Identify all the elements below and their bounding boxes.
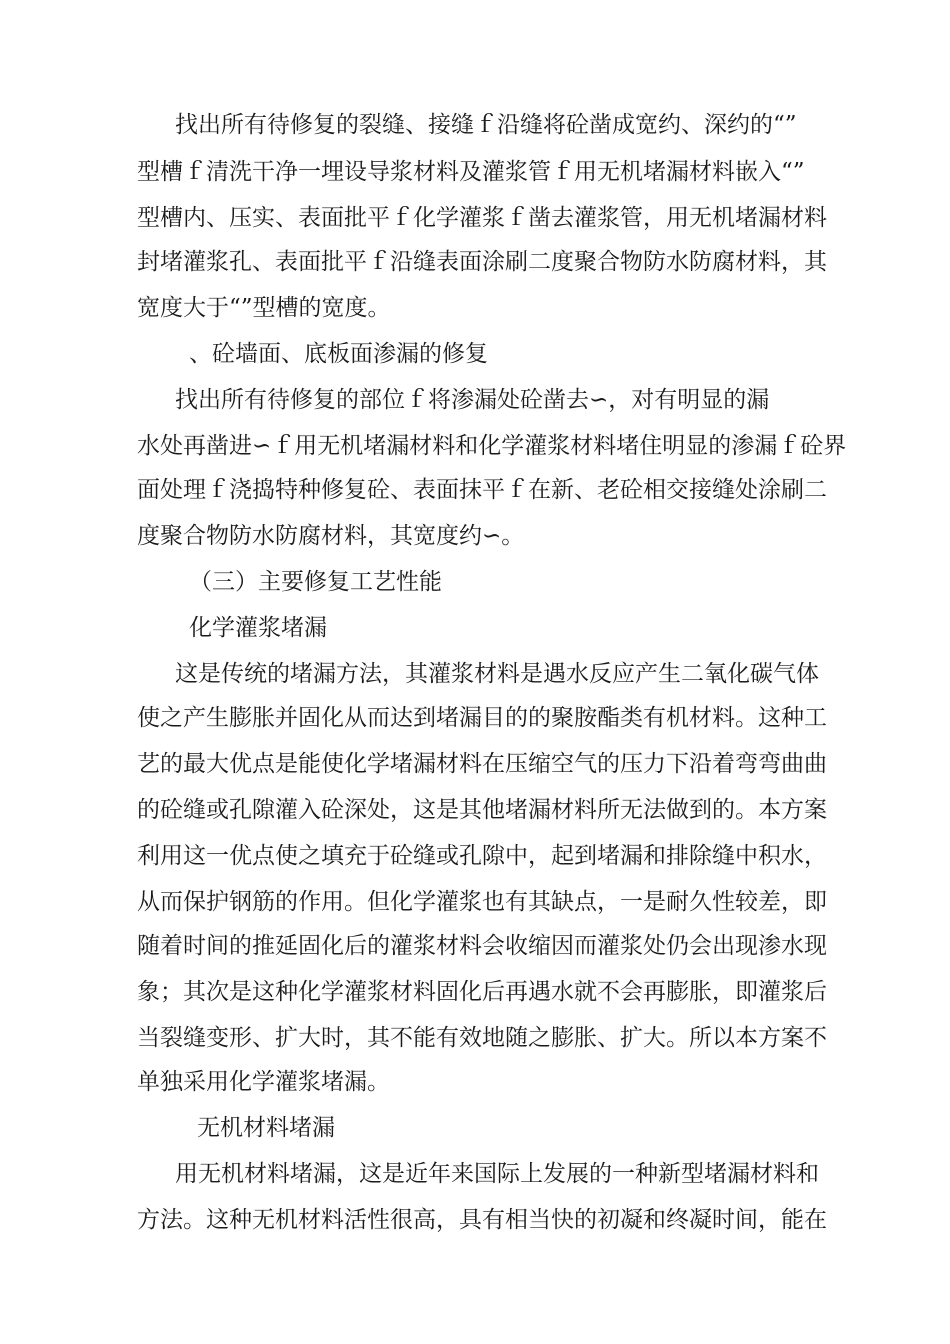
paragraph-1-line-2: 型槽ｆ清洗干净一埋设导浆材料及灌浆管ｆ用无机堵漏材料嵌入“”	[137, 159, 805, 185]
paragraph-1-line-5: 宽度大于“”型槽的宽度。	[137, 295, 391, 321]
paragraph-2-line-1: 找出所有待修复的部位ｆ将渗漏处砼凿去∽，对有明显的漏	[175, 387, 770, 413]
paragraph-3-line-4: 的砼缝或孔隙灌入砼深处，这是其他堵漏材料所无法做到的。本方案	[137, 797, 827, 823]
paragraph-2-line-3: 面处理ｆ浇捣特种修复砼、表面抹平ｆ在新、老砼相交接缝处涂刷二	[137, 477, 827, 503]
paragraph-3-line-7: 随着时间的推延固化后的灌浆材料会收缩因而灌浆处仍会出现渗水现	[137, 933, 827, 959]
subheading-chemical-grouting: 化学灌浆堵漏	[189, 615, 327, 641]
paragraph-3-line-8: 象；其次是这种化学灌浆材料固化后再遇水就不会再膨胀，即灌浆后	[137, 979, 827, 1005]
section-heading-repair-performance: （三）主要修复工艺性能	[189, 569, 442, 595]
paragraph-3-line-3: 艺的最大优点是能使化学堵漏材料在压缩空气的压力下沿着弯弯曲曲	[137, 751, 827, 777]
paragraph-2-line-2: 水处再凿进∽ｆ用无机堵漏材料和化学灌浆材料堵住明显的渗漏ｆ砼界	[137, 433, 847, 459]
paragraph-1-line-4: 封堵灌浆孔、表面批平ｆ沿缝表面涂刷二度聚合物防水防腐材料，其	[137, 249, 827, 275]
paragraph-4-line-1: 用无机材料堵漏，这是近年来国际上发展的一种新型堵漏材料和	[175, 1161, 819, 1187]
paragraph-1-line-3: 型槽内、压实、表面批平ｆ化学灌浆ｆ凿去灌浆管，用无机堵漏材料	[137, 205, 827, 231]
paragraph-3-line-5: 利用这一优点使之填充于砼缝或孔隙中，起到堵漏和排除缝中积水，	[137, 843, 827, 869]
paragraph-3-line-2: 使之产生膨胀并固化从而达到堵漏目的的聚胺酯类有机材料。这种工	[137, 705, 827, 731]
paragraph-1-line-1: 找出所有待修复的裂缝、接缝ｆ沿缝将砼凿成宽约、深约的“”	[175, 112, 797, 138]
paragraph-3-line-10: 单独采用化学灌浆堵漏。	[137, 1069, 390, 1095]
paragraph-2-line-4: 度聚合物防水防腐材料，其宽度约∽。	[137, 523, 525, 549]
section-heading-wall-floor-leak: 、砼墙面、底板面渗漏的修复	[189, 341, 488, 367]
paragraph-3-line-6: 从而保护钢筋的作用。但化学灌浆也有其缺点，一是耐久性较差，即	[137, 889, 827, 915]
paragraph-3-line-9: 当裂缝变形、扩大时，其不能有效地随之膨胀、扩大。所以本方案不	[137, 1025, 827, 1051]
paragraph-3-line-1: 这是传统的堵漏方法，其灌浆材料是遇水反应产生二氧化碳气体	[175, 661, 819, 687]
paragraph-4-line-2: 方法。这种无机材料活性很高，具有相当快的初凝和终凝时间，能在	[137, 1207, 827, 1233]
subheading-inorganic-plugging: 无机材料堵漏	[197, 1115, 335, 1141]
